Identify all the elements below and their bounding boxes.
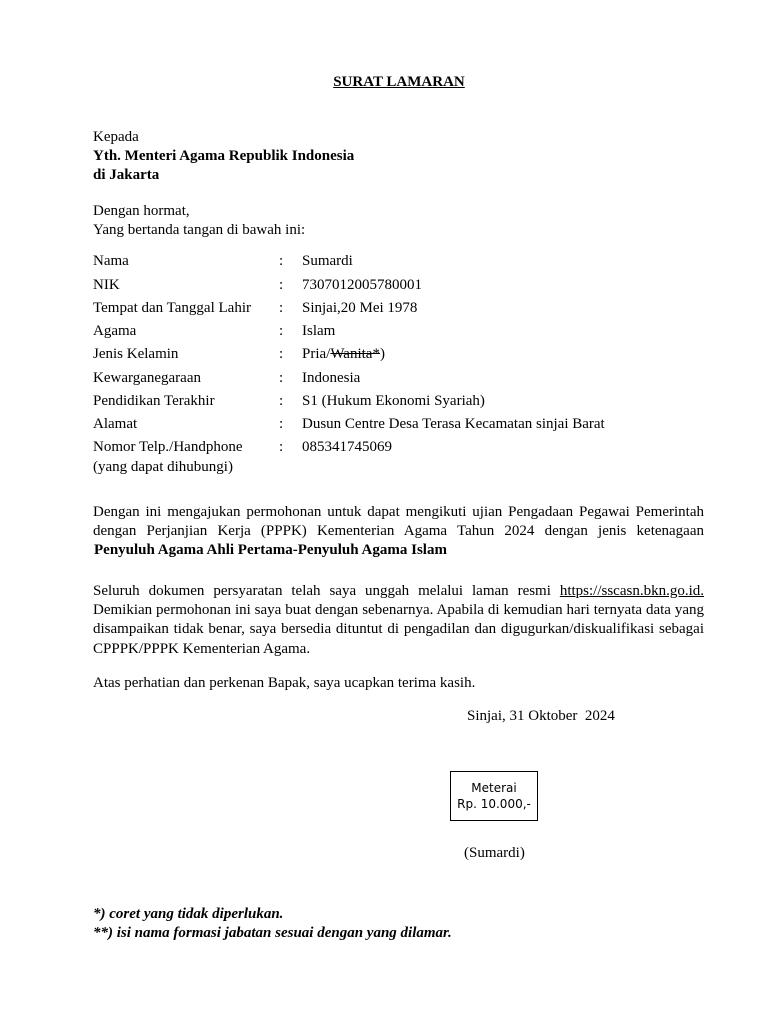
closing-text: Atas perhatian dan perkenan Bapak, saya ucapkan terima kasih. — [93, 675, 476, 691]
footnote-2: **) isi nama formasi jabatan sesuai dengan yang dilamar. — [93, 925, 452, 941]
detail-label: NIK — [93, 277, 120, 293]
detail-colon: : — [279, 277, 284, 293]
detail-label: Pendidikan Terakhir — [93, 393, 215, 409]
detail-row-address — [0, 415, 768, 434]
detail-colon: : — [279, 300, 284, 316]
detail-row-religion — [0, 322, 768, 341]
detail-label: Agama — [93, 323, 137, 339]
gender-note-suffix: ) — [379, 346, 385, 362]
stamp-label: Meterai — [471, 781, 517, 795]
detail-colon: : — [279, 346, 284, 362]
detail-label: Alamat — [93, 416, 138, 432]
statement-text-start: Seluruh dokumen persyaratan telah saya unggah melalui laman resmi — [93, 583, 551, 599]
statement-paragraph — [93, 582, 704, 659]
detail-label: Tempat dan Tanggal Lahir — [93, 300, 251, 316]
detail-row-nationality — [0, 369, 768, 388]
application-paragraph-line-1: Dengan ini mengajukan permohonan untuk dapat mengikuti ujian Pengadaan Pegawai Pemerintah — [93, 504, 704, 520]
detail-value: Islam — [302, 323, 336, 339]
application-paragraph-line-2: dengan Perjanjian Kerja (PPPK) Kementerian Agama Tahun 2024 dengan jenis ketenagaan — [93, 523, 704, 539]
sscasn-link[interactable]: https://sscasn.bkn.go.id. — [559, 583, 704, 599]
detail-row-education — [0, 392, 768, 411]
detail-value: 085341745069 — [302, 439, 392, 455]
detail-value: Sumardi — [302, 253, 353, 269]
detail-colon: : — [279, 370, 284, 386]
recipient-line-1: Kepada — [93, 129, 139, 145]
stamp-amount: Rp. 10.000,- — [457, 797, 531, 811]
detail-colon: : — [279, 439, 284, 455]
detail-label-secondary: (yang dapat dihubungi) — [93, 459, 233, 475]
detail-value: 7307012005780001 — [302, 277, 422, 293]
statement-text-rest: Demikian permohonan ini saya buat dengan sebenarnya. Apabila di kemudian hari ternyata data yang disampaikan tidak benar, saya bersedia dituntut di pengadilan dan digugurkan/diskualifikasi sebagai CPPPK/PPPK Kementerian Agama. — [93, 602, 704, 657]
place-date: Sinjai, 31 Oktober 2024 — [467, 708, 615, 724]
revenue-stamp-box — [450, 771, 538, 821]
detail-row-phone — [0, 438, 768, 476]
detail-row-name — [0, 252, 768, 271]
detail-row-nik — [0, 276, 768, 295]
detail-label: Jenis Kelamin — [93, 346, 179, 362]
detail-value: Sinjai,20 Mei 1978 — [302, 300, 418, 316]
detail-value: Dusun Centre Desa Terasa Kecamatan sinjai Barat — [302, 416, 605, 432]
greeting: Dengan hormat, — [93, 203, 190, 219]
detail-colon: : — [279, 393, 284, 409]
footnote-1: *) coret yang tidak diperlukan. — [93, 906, 284, 922]
position-title: Penyuluh Agama Ahli Pertama-Penyuluh Agama Islam — [94, 542, 447, 558]
signature-name: (Sumardi) — [464, 845, 525, 861]
gender-option-male: Pria/ — [302, 346, 331, 362]
detail-label: Kewarganegaraan — [93, 370, 201, 386]
recipient-line-2: Yth. Menteri Agama Republik Indonesia — [93, 148, 355, 164]
intro-text: Yang bertanda tangan di bawah ini: — [93, 222, 306, 238]
recipient-line-3: di Jakarta — [93, 167, 160, 183]
document-title: SURAT LAMARAN — [333, 74, 465, 90]
detail-label: Nama — [93, 253, 129, 269]
detail-value: S1 (Hukum Ekonomi Syariah) — [302, 393, 485, 409]
detail-value — [302, 345, 385, 364]
detail-colon: : — [279, 323, 284, 339]
gender-option-female-struck: Wanita* — [330, 346, 380, 362]
detail-label: Nomor Telp./Handphone — [93, 439, 243, 455]
detail-row-gender — [0, 345, 768, 364]
detail-row-birth — [0, 299, 768, 318]
detail-colon: : — [279, 416, 284, 432]
detail-colon: : — [279, 253, 284, 269]
detail-value: Indonesia — [302, 370, 361, 386]
